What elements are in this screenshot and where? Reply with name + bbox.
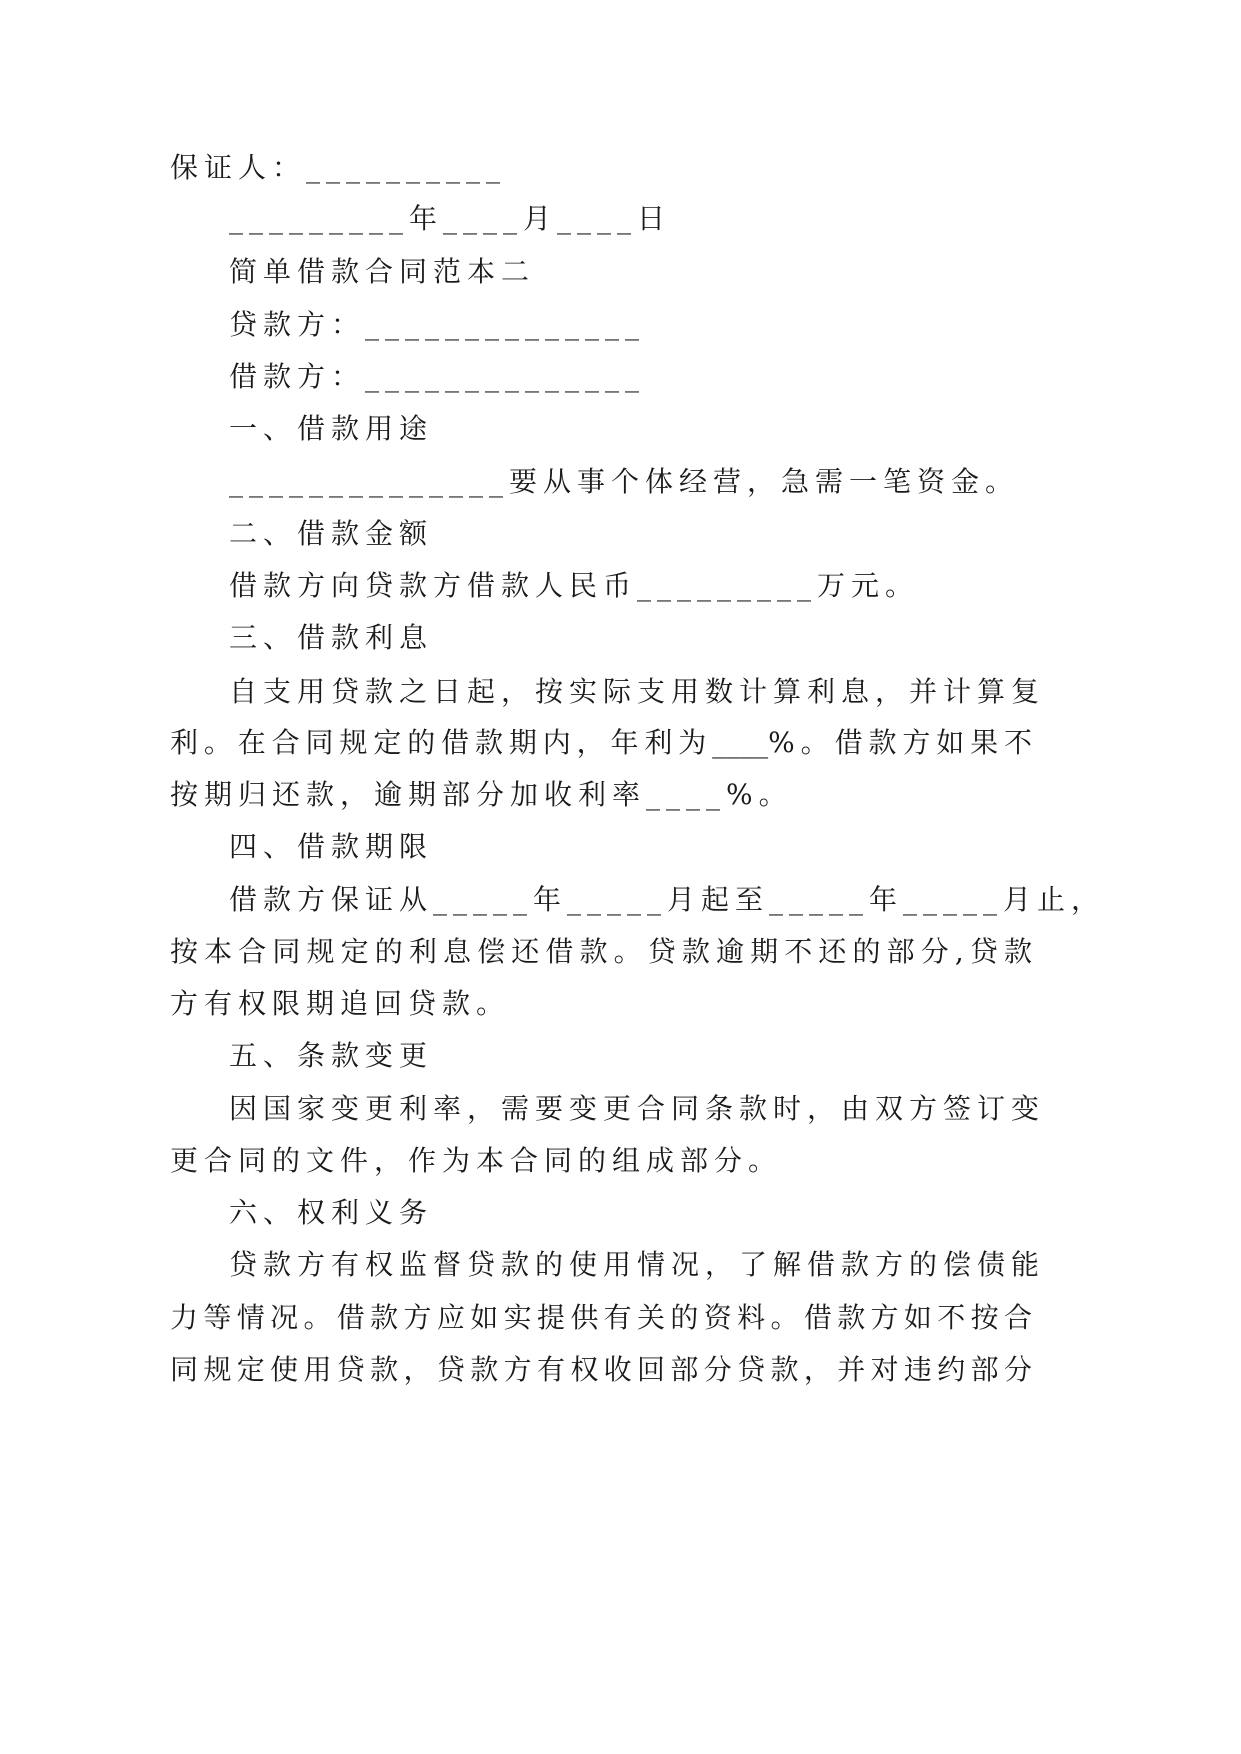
section-text-line: ______________要从事个体经营，急需一笔资金。 [229, 465, 1020, 498]
contract-title: 简单借款合同范本二 [229, 255, 536, 288]
section-text-line: 按期归还款，逾期部分加收利率____%。 [170, 778, 793, 811]
section-heading: 一、借款用途 [229, 412, 434, 445]
section-text-line: 借款方向贷款方借款人民币_________万元。 [229, 569, 920, 602]
section-heading: 五、条款变更 [229, 1039, 434, 1072]
section-text-line: 更合同的文件，作为本合同的组成部分。 [170, 1144, 783, 1177]
section-text-line: 按本合同规定的利息偿还借款。贷款逾期不还的部分,贷款 [170, 935, 1032, 968]
section-text-line: 贷款方有权监督贷款的使用情况，了解借款方的偿债能 [229, 1248, 1046, 1281]
section-text-line: 自支用贷款之日起，按实际支用数计算利息，并计算复 [229, 675, 1046, 708]
guarantor-line: 保证人：__________ [170, 151, 507, 184]
section-text-line: 利。在合同规定的借款期内，年利为____%。借款方如果不 [170, 726, 1032, 759]
lender-line: 贷款方：______________ [229, 308, 646, 341]
section-text-line: 同规定使用贷款，贷款方有权收回部分贷款，并对违约部分 [170, 1353, 1032, 1386]
section-text-line: 力等情况。借款方应如实提供有关的资料。借款方如不按合 [170, 1301, 1032, 1334]
section-heading: 六、权利义务 [229, 1196, 434, 1229]
borrower-line: 借款方：______________ [229, 360, 646, 393]
section-heading: 四、借款期限 [229, 830, 434, 863]
date-line: _________年____月____日 [229, 202, 672, 235]
section-heading: 二、借款金额 [229, 517, 434, 550]
section-heading: 三、借款利息 [229, 621, 434, 654]
section-text-line: 因国家变更利率，需要变更合同条款时，由双方签订变 [229, 1092, 1046, 1125]
section-text-line: 借款方保证从_____年_____月起至_____年_____月止， [229, 883, 1106, 916]
section-text-line: 方有权限期追回贷款。 [170, 987, 511, 1020]
